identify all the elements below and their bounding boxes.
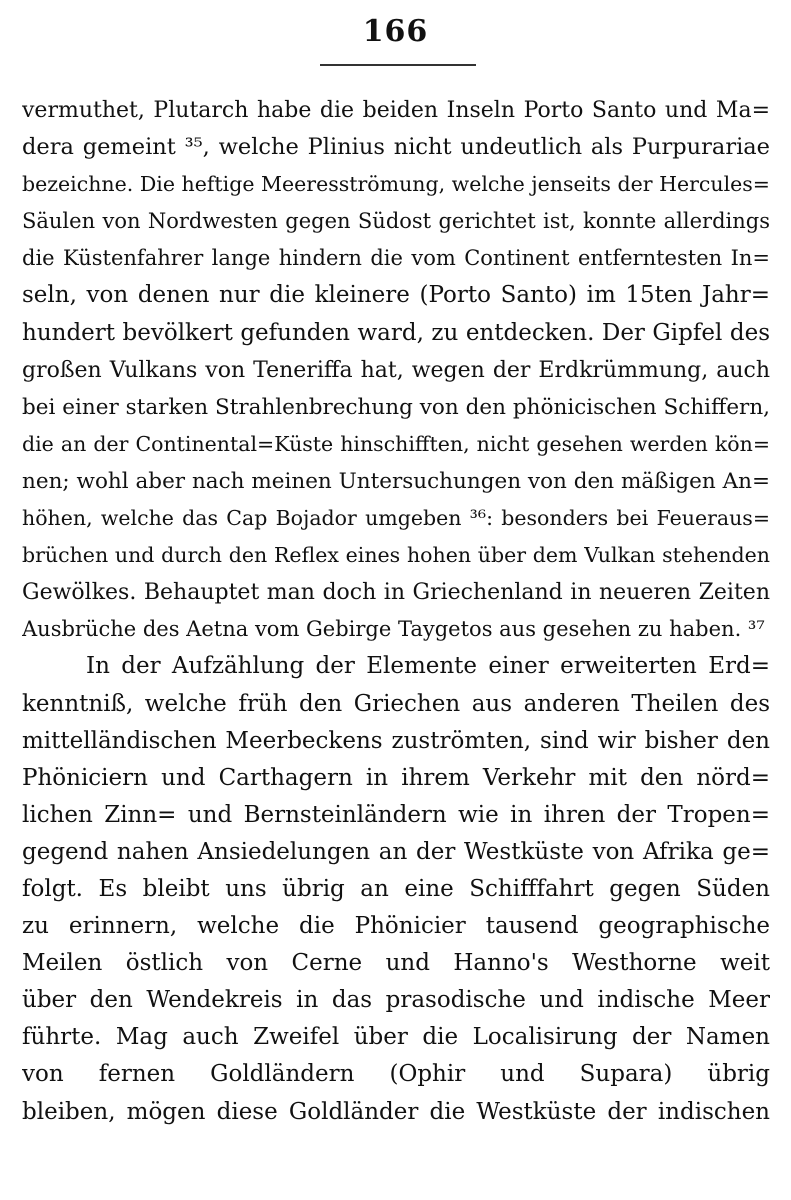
text-line: über den Wendekreis in das prasodische und indische Meer (22, 987, 770, 1014)
page-number: 166 (362, 14, 429, 49)
text-line: gegend nahen Ansiedelungen an der Westküste von Afrika ge= (22, 838, 770, 865)
text-line: von fernen Goldländern (Ophir und Supara) übrig (22, 1061, 770, 1088)
body-text (22, 92, 770, 1131)
text-line: die an der Continental=Küste hinschifften, nicht gesehen werden kön= (22, 431, 770, 456)
text-line: hundert bevölkert gefunden ward, zu entdecken. Der Gipfel des (22, 319, 770, 346)
text-line: vermuthet, Plutarch habe die beiden Inseln Porto Santo und Ma= (22, 98, 770, 123)
paragraph-1 (22, 92, 770, 648)
text-line: seln, von denen nur die kleinere (Porto Santo) im 15ten Jahr= (22, 282, 770, 309)
text-line: zu erinnern, welche die Phönicier tausend geographische (22, 913, 770, 940)
text-line: Meilen östlich von Cerne und Hanno's Westhorne weit (22, 950, 770, 977)
text-line: lichen Zinn= und Bernsteinländern wie in ihren der Tropen= (22, 801, 770, 828)
text-line: In der Aufzählung der Elemente einer erweiterten Erd= (86, 653, 770, 680)
text-line: Ausbrüche des Aetna vom Gebirge Taygetos aus gesehen zu haben. ³⁷ (22, 617, 765, 642)
text-line: mittelländischen Meerbeckens zuströmten, sind wir bisher den (22, 727, 770, 754)
text-line: Phöniciern und Carthagern in ihrem Verkehr mit den nörd= (22, 764, 770, 791)
text-line: brüchen und durch den Reflex eines hohen über dem Vulkan stehenden (22, 543, 770, 568)
text-line: Säulen von Nordwesten gegen Südost gerichtet ist, konnte allerdings (22, 209, 770, 234)
text-line: folgt. Es bleibt uns übrig an eine Schifffahrt gegen Süden (22, 875, 770, 902)
text-line: großen Vulkans von Teneriffa hat, wegen der Erdkrümmung, auch (22, 357, 770, 383)
text-line: bleiben, mögen diese Goldländer die Westküste der indischen (22, 1098, 770, 1125)
text-line: führte. Mag auch Zweifel über die Localisirung der Namen (22, 1024, 770, 1051)
header-rule (320, 64, 476, 66)
text-line: kenntniß, welche früh den Griechen aus anderen Theilen des (22, 690, 770, 717)
text-line: bezeichne. Die heftige Meeresströmung, welche jenseits der Hercules= (22, 172, 770, 197)
text-line: dera gemeint ³⁵, welche Plinius nicht undeutlich als Purpurariae (22, 134, 770, 161)
paragraph-2 (22, 648, 770, 1130)
text-line: die Küstenfahrer lange hindern die vom Continent entferntesten In= (22, 246, 770, 271)
text-line: höhen, welche das Cap Bojador umgeben ³⁶: besonders bei Feueraus= (22, 506, 770, 531)
text-line: nen; wohl aber nach meinen Untersuchungen von den mäßigen An= (22, 468, 770, 494)
text-line: Gewölkes. Behauptet man doch in Griechenland in neueren Zeiten (22, 580, 770, 606)
text-line: bei einer starken Strahlenbrechung von den phönicischen Schiffern, (22, 394, 770, 420)
